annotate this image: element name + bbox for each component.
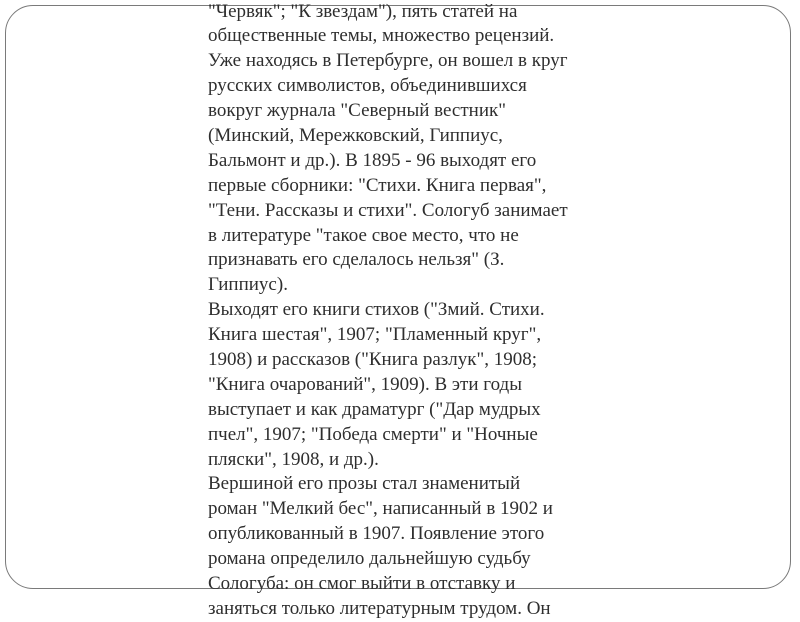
text-line: роман "Мелкий бес", написанный в 1902 и xyxy=(208,498,553,520)
text-line: Книга шестая", 1907; "Пламенный круг", xyxy=(208,324,542,346)
text-line: романа определило дальнейшую судьбу xyxy=(208,548,531,570)
text-line: опубликованный в 1907. Появление этого xyxy=(208,523,545,545)
text-line: первые сборники: "Стихи. Книга первая", xyxy=(208,174,547,196)
text-line: (Минский, Мережковский, Гиппиус, xyxy=(208,124,503,146)
text-line: "Червяк"; "К звездам"), пять статей на xyxy=(208,0,518,22)
text-line: Сологуба: он смог выйти в отставку и xyxy=(208,572,516,594)
text-line: в литературе "такое свое место, что не xyxy=(208,224,519,246)
text-line: пляски", 1908, и др.). xyxy=(208,448,379,470)
text-line: Вершиной его прозы стал знаменитый xyxy=(208,473,521,495)
text-line: Бальмонт и др.). В 1895 - 96 выходят его xyxy=(208,149,537,171)
text-line: выступает и как драматург ("Дар мудрых xyxy=(208,398,541,420)
text-line: 1908) и рассказов ("Книга разлук", 1908; xyxy=(208,348,538,370)
text-line: Выходят его книги стихов ("Змий. Стихи. xyxy=(208,299,545,321)
slide-body-text xyxy=(208,0,628,622)
text-line: русских символистов, объединившихся xyxy=(208,75,527,97)
text-line: "Тени. Рассказы и стихи". Сологуб занимает xyxy=(208,199,568,221)
text-line: "Книга очарований", 1909). В эти годы xyxy=(208,373,522,395)
text-line: вокруг журнала "Северный вестник" xyxy=(208,100,506,122)
text-line: заняться только литературным трудом. Он xyxy=(208,597,551,619)
text-line: общественные темы, множество рецензий. xyxy=(208,25,555,47)
text-line: Уже находясь в Петербурге, он вошел в круг xyxy=(208,50,568,72)
text-line: признавать его сделалось нельзя" (З. xyxy=(208,249,505,271)
text-line: пчел", 1907; "Победа смерти" и "Ночные xyxy=(208,423,538,445)
text-line: Гиппиус). xyxy=(208,274,288,296)
